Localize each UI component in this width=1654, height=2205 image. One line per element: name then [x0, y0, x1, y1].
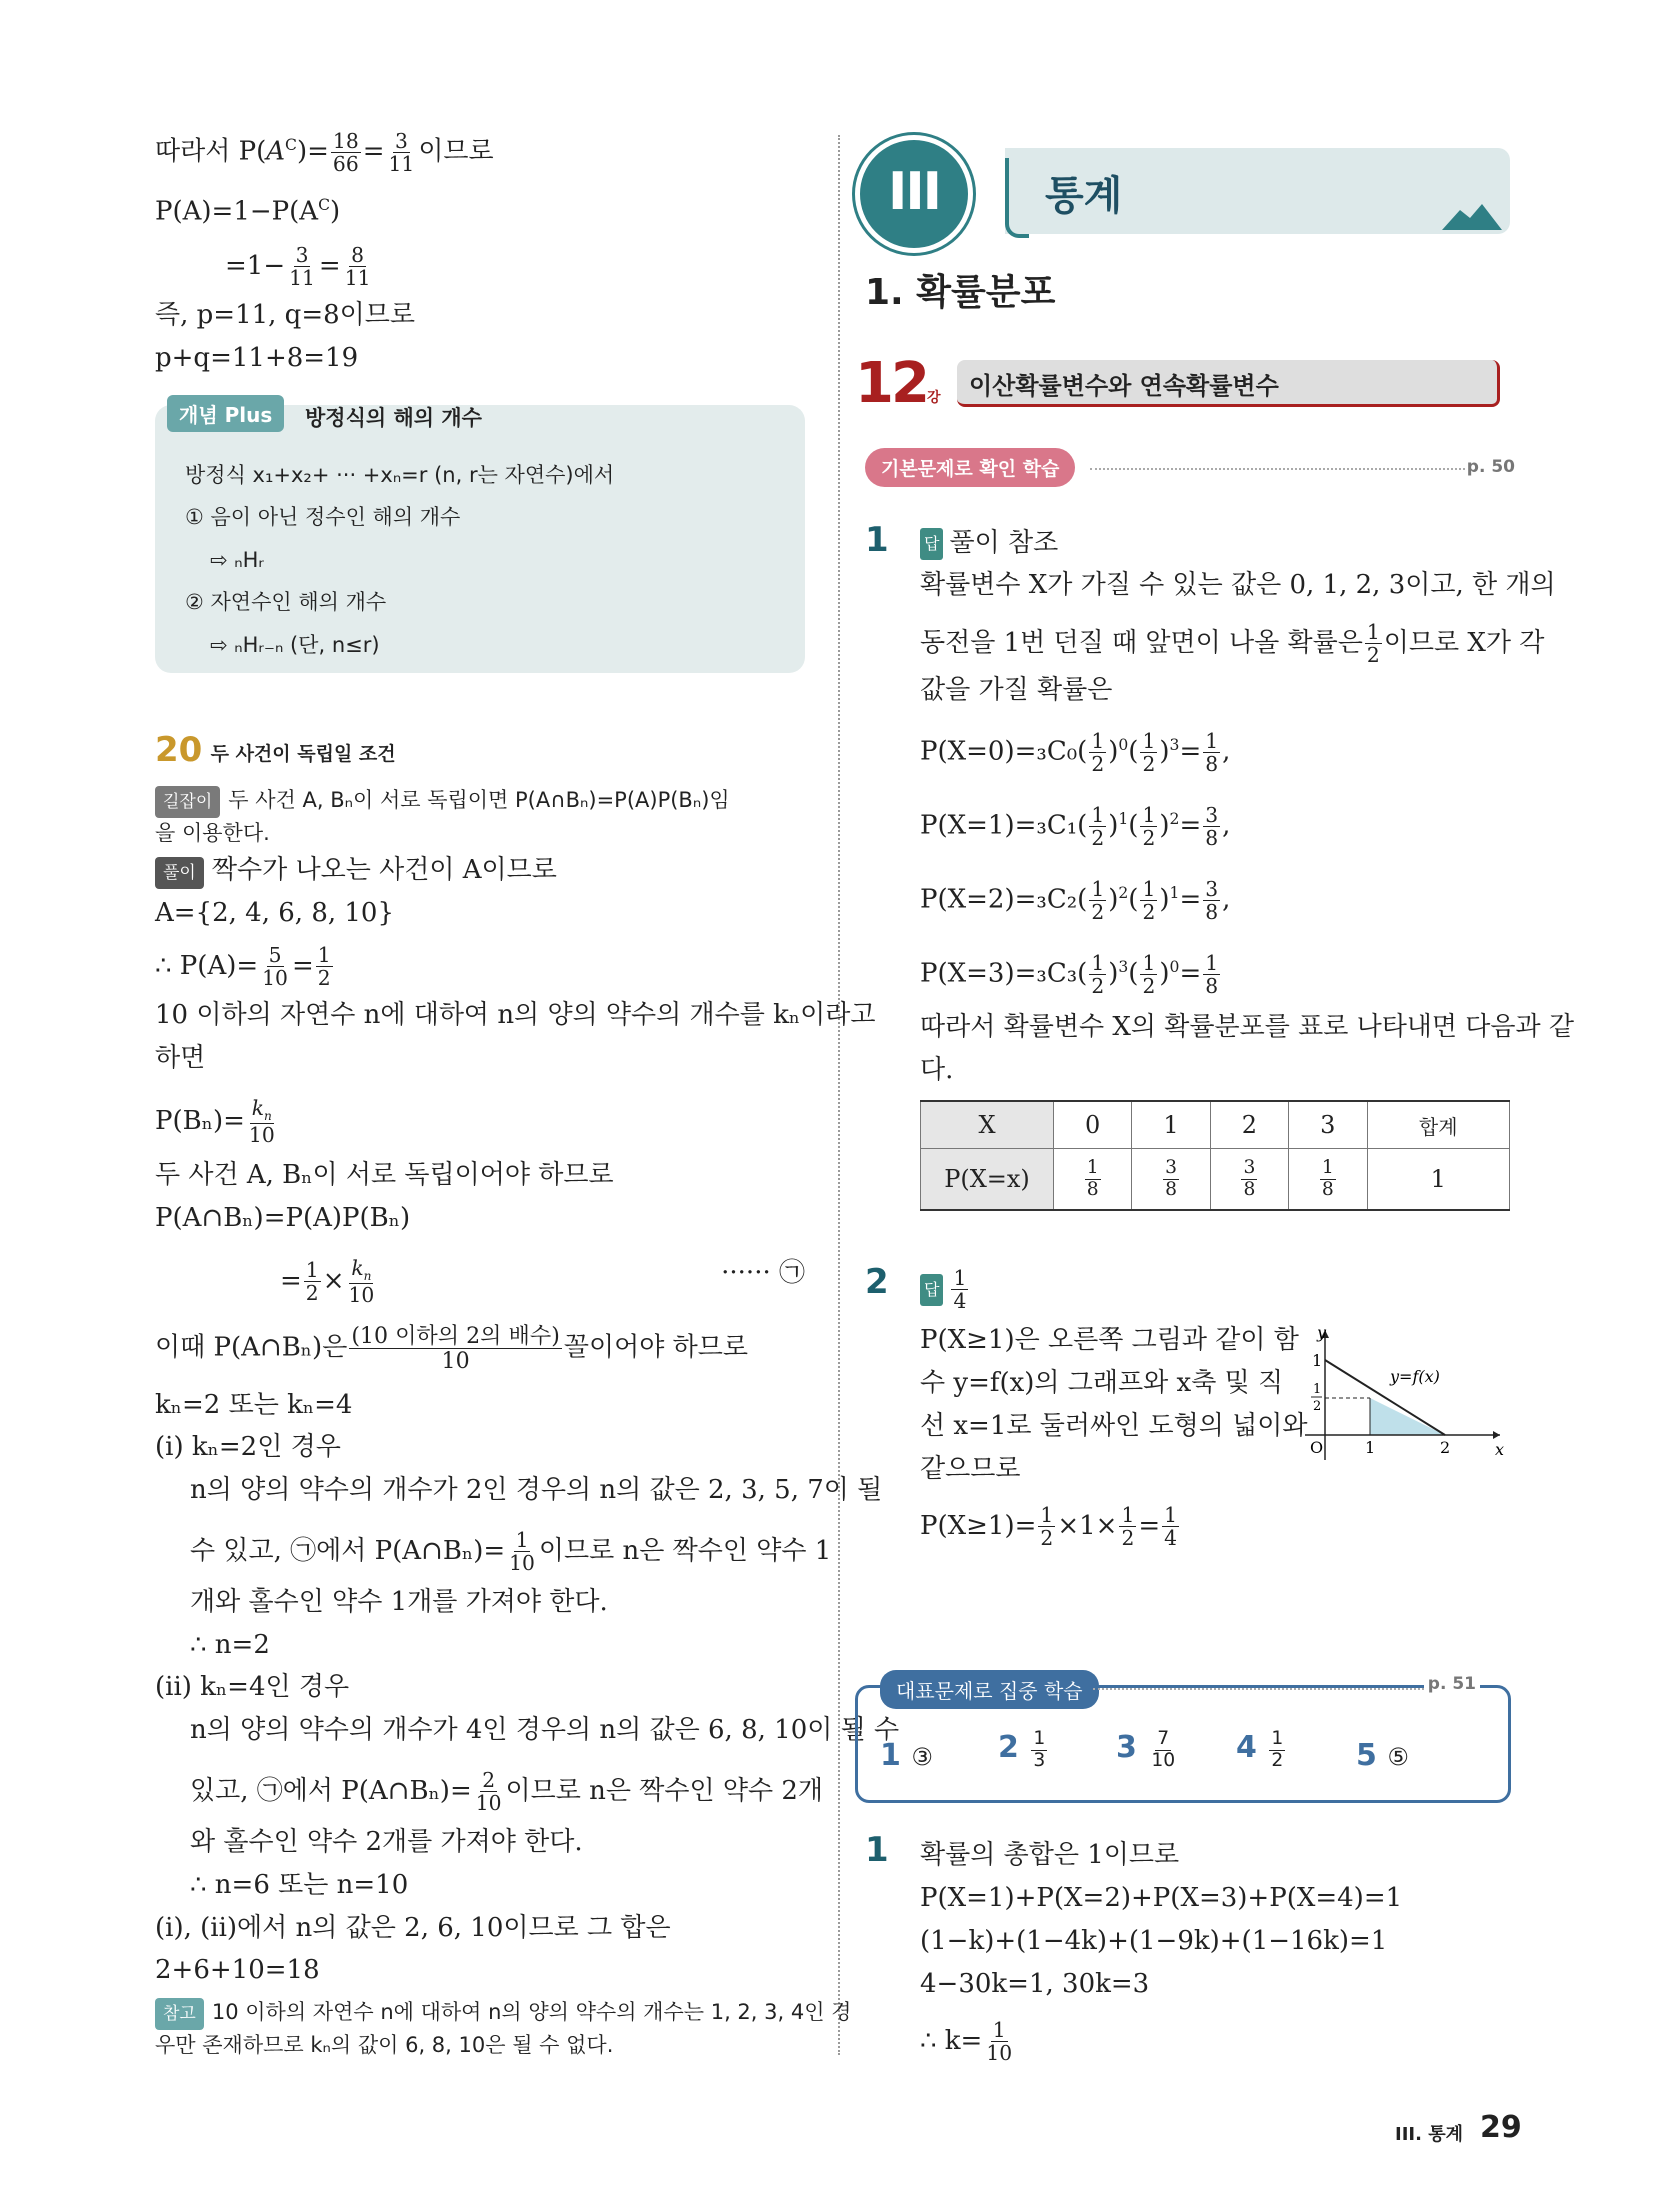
table-cell: 0 [1054, 1101, 1132, 1149]
note-line1: 참고 10 이하의 자연수 n에 대하여 n의 양의 약수의 개수는 1, 2, 3, 4인 경 [155, 1997, 851, 2030]
concept-plus-box [155, 405, 805, 673]
r1-line2: P(X=1)+P(X=2)+P(X=3)+P(X=4)=1 [920, 1883, 1403, 1913]
sol-line6: P(Bₙ)= $\frac{k_n}{10}$ [155, 1096, 275, 1148]
q1-p1: P(X=1)=₃C₁( $\frac{1}{2}$ )$^1$( $\frac{1}{2}$ )$^2$= $\frac{3}{8}$ , [920, 802, 1231, 851]
q1-line4: 따라서 확률변수 X의 확률분포를 표로 나타내면 다음과 같 [920, 1012, 1575, 1042]
table-cell: 2 [1210, 1101, 1288, 1149]
table-cell: 1 [1132, 1101, 1210, 1149]
sol-line16: ∴ n=2 [190, 1630, 270, 1660]
problem-number: 20 [155, 730, 203, 770]
q2-line3: 선 x=1로 둘러싸인 도형의 넓이와 [920, 1411, 1308, 1441]
table-row [921, 1149, 1510, 1211]
graph-x-label: x [1495, 1440, 1505, 1459]
q1-line2: 동전을 1번 던질 때 앞면이 나올 확률은 $\frac{1}{2}$ 이므로 X가 각 [920, 620, 1545, 668]
sol-line1: 풀이 짝수가 나오는 사건이 A이므로 [155, 855, 557, 889]
table-header-row [921, 1101, 1510, 1149]
sol-line23: 2+6+10=18 [155, 1955, 320, 1985]
sol-line8: P(A∩Bₙ)=P(A)P(Bₙ) [155, 1203, 411, 1233]
sol-line13: n의 양의 약수의 개수가 2인 경우의 n의 값은 2, 3, 5, 7이 될 [190, 1475, 883, 1505]
sol-line3: ∴ P(A)= $\frac{5}{10}$ = $\frac{1}{2}$ [155, 943, 331, 991]
table-cell: 1 [1367, 1149, 1510, 1211]
mountain-icon [1442, 200, 1502, 230]
line-pq: 즉, p=11, q=8이므로 [155, 300, 416, 330]
concept-line5: ⇨ ₙHᵣ₋ₙ (단, n≤r) [210, 633, 380, 657]
sol-line18: n의 양의 약수의 개수가 4인 경우의 n의 값은 6, 8, 10이 될 수 [190, 1715, 900, 1745]
table-cell: $\frac{3}{8}$ [1210, 1149, 1288, 1211]
line-pa: $P(A)=1-P(A^C)$ [155, 196, 341, 227]
q1-p2: P(X=2)=₃C₂( $\frac{1}{2}$ )$^2$( $\frac{1}{2}$ )$^1$= $\frac{3}{8}$ , [920, 876, 1231, 925]
basic-page: p. 50 [1466, 457, 1515, 477]
line-pac: 따라서 $P(A^C)=$ $\frac{18}{66}$ = $\frac{3}{11}$ 이므로 [155, 128, 494, 177]
graph-fx-label: y=f(x) [1390, 1367, 1440, 1386]
sol-line9: = $\frac{1}{2}$ × $\frac{k_n}{10}$ ······ ㉠ [280, 1256, 805, 1308]
column-divider [838, 135, 840, 2055]
sol-line22: (i), (ii)에서 n의 값은 2, 6, 10이므로 그 합은 [155, 1913, 671, 1943]
concept-title: 방정식의 해의 개수 [305, 406, 482, 430]
q1-p0: P(X=0)=₃C₀( $\frac{1}{2}$ )$^0$( $\frac{1}{2}$ )$^3$= $\frac{1}{8}$ , [920, 728, 1231, 777]
rep-page: p. 51 [1424, 1674, 1480, 1694]
q1-line3: 값을 가질 확률은 [920, 675, 1113, 705]
sol-line11: kₙ=2 또는 kₙ=4 [155, 1390, 353, 1420]
concept-line3: ⇨ ₙHᵣ [210, 548, 264, 572]
representative-answers-box [855, 1674, 1511, 1803]
lesson-number: 12 [855, 351, 927, 416]
problem-20-header [155, 730, 396, 770]
q1-line5: 다. [920, 1055, 954, 1085]
graph-tick-yhalf-d: 2 [1313, 1399, 1322, 1414]
answer-1: 1 ③ [880, 1738, 933, 1773]
footer-label: III. 통계 [1395, 2124, 1463, 2145]
table-cell: 합계 [1367, 1101, 1510, 1149]
sol-line5: 하면 [155, 1043, 206, 1073]
lesson-title: 이산확률변수와 연속확률변수 [969, 372, 1279, 400]
r1-line5: ∴ k= $\frac{1}{10}$ [920, 2018, 1013, 2066]
graph-tick-y1: 1 [1312, 1351, 1323, 1370]
guide-line2: 을 이용한다. [155, 821, 270, 845]
table-cell: X [921, 1101, 1054, 1149]
lesson-title-box [957, 360, 1500, 407]
table-cell: 3 [1289, 1101, 1367, 1149]
chapter-number-badge: III [855, 135, 973, 253]
q2-line5: P(X≥1)= $\frac{1}{2}$ ×1× $\frac{1}{2}$ = $\frac{1}{4}$ [920, 1503, 1178, 1551]
table-cell: $\frac{3}{8}$ [1132, 1149, 1210, 1211]
answer-2: 2 $\frac{1}{3}$ [998, 1728, 1046, 1771]
q1-p3: P(X=3)=₃C₃( $\frac{1}{2}$ )$^3$( $\frac{1}{2}$ )$^0$= $\frac{1}{8}$ [920, 950, 1219, 999]
concept-line4: ② 자연수인 해의 개수 [185, 590, 387, 614]
section-title: 1. 확률분포 [865, 272, 1056, 313]
table-cell: $\frac{1}{8}$ [1054, 1149, 1132, 1211]
distribution-table [920, 1100, 1510, 1211]
rep-question-1-number: 1 [865, 1830, 889, 1870]
note-line2: 우만 존재하므로 kₙ의 값이 6, 8, 10은 될 수 없다. [155, 2033, 614, 2057]
sol-line12: (i) kₙ=2인 경우 [155, 1432, 341, 1462]
line-sum: p+q=11+8=19 [155, 343, 359, 373]
table-cell: P(X=x) [921, 1149, 1054, 1211]
concept-line2: ① 음이 아닌 정수인 해의 개수 [185, 505, 461, 529]
sol-line15: 개와 홀수인 약수 1개를 가져야 한다. [190, 1587, 608, 1617]
q2-line2: 수 y=f(x)의 그래프와 x축 및 직 [920, 1368, 1284, 1398]
problem-title: 두 사건이 독립일 조건 [210, 743, 396, 765]
sol-line2: A={2, 4, 6, 8, 10} [155, 898, 395, 928]
sol-line10: 이때 P(A∩Bₙ)은 (10 이하의 2의 배수) 10 꼴이어야 하므로 [155, 1323, 748, 1375]
sol-line17: (ii) kₙ=4인 경우 [155, 1672, 350, 1702]
shaded-area [1370, 1398, 1445, 1435]
lesson-header: 12 강 이산확률변수와 연속확률변수 [855, 355, 1515, 415]
q1-answer: 답 풀이 참조 [920, 528, 1058, 560]
q1-line1: 확률변수 X가 가질 수 있는 값은 0, 1, 2, 3이고, 한 개의 [920, 570, 1556, 600]
graph-tick-yhalf-n: 1 [1313, 1382, 1322, 1397]
graph-tick-x2: 2 [1440, 1438, 1451, 1457]
graph-origin: O [1310, 1438, 1324, 1457]
q2-answer: 답 $\frac{1}{4}$ [920, 1268, 970, 1312]
sol-line14: 수 있고, ㉠에서 P(A∩Bₙ)= $\frac{1}{10}$ 이므로 n은 짝수인 약수 1 [190, 1528, 832, 1576]
chapter-title: 통계 [1045, 173, 1123, 219]
q2-line1: P(X≥1)은 오른쪽 그림과 같이 함 [920, 1325, 1299, 1355]
answer-3: 3 $\frac{7}{10}$ [1116, 1728, 1176, 1771]
r1-line1: 확률의 총합은 1이므로 [920, 1840, 1180, 1870]
concept-plus-tag: 개념 Plus [167, 395, 284, 432]
q2-line4: 같으므로 [920, 1454, 1021, 1484]
sol-line4: 10 이하의 자연수 n에 대하여 n의 양의 약수의 개수를 kₙ이라고 [155, 1000, 876, 1030]
question-2-number: 2 [865, 1262, 889, 1302]
question-1-number: 1 [865, 520, 889, 560]
line-pa-calc: =1− $\frac{3}{11}$ = $\frac{8}{11}$ [225, 243, 371, 291]
graph-tick-x1: 1 [1365, 1438, 1376, 1457]
rep-tag: 대표문제로 집중 학습 [880, 1670, 1099, 1709]
sol-line19: 있고, ㉠에서 P(A∩Bₙ)= $\frac{2}{10}$ 이므로 n은 짝수인 약수 2개 [190, 1768, 824, 1816]
sol-line21: ∴ n=6 또는 n=10 [190, 1870, 409, 1900]
graph-y-label: y [1317, 1323, 1327, 1342]
r1-line3: (1−k)+(1−4k)+(1−9k)+(1−16k)=1 [920, 1926, 1388, 1956]
basic-problems-header [865, 448, 1515, 488]
sol-line7: 두 사건 A, Bₙ이 서로 독립이어야 하므로 [155, 1160, 614, 1190]
answer-4: 4 $\frac{1}{2}$ [1236, 1728, 1284, 1771]
guide-line1: 길잡이 두 사건 A, Bₙ이 서로 독립이면 P(A∩Bₙ)=P(A)P(Bₙ)임 [155, 785, 730, 818]
concept-line1: 방정식 x₁+x₂+ ··· +xₙ=r (n, r는 자연수)에서 [185, 463, 615, 487]
basic-tag: 기본문제로 확인 학습 [865, 448, 1075, 487]
sol-line20: 와 홀수인 약수 2개를 가져야 한다. [190, 1827, 583, 1857]
page-number: 29 [1480, 2110, 1522, 2145]
table-cell: $\frac{1}{8}$ [1289, 1149, 1367, 1211]
r1-line4: 4−30k=1, 30k=3 [920, 1969, 1150, 1999]
chapter-banner [1005, 148, 1510, 234]
function-graph [1295, 1320, 1510, 1470]
answer-5: 5 ⑤ [1356, 1738, 1409, 1773]
